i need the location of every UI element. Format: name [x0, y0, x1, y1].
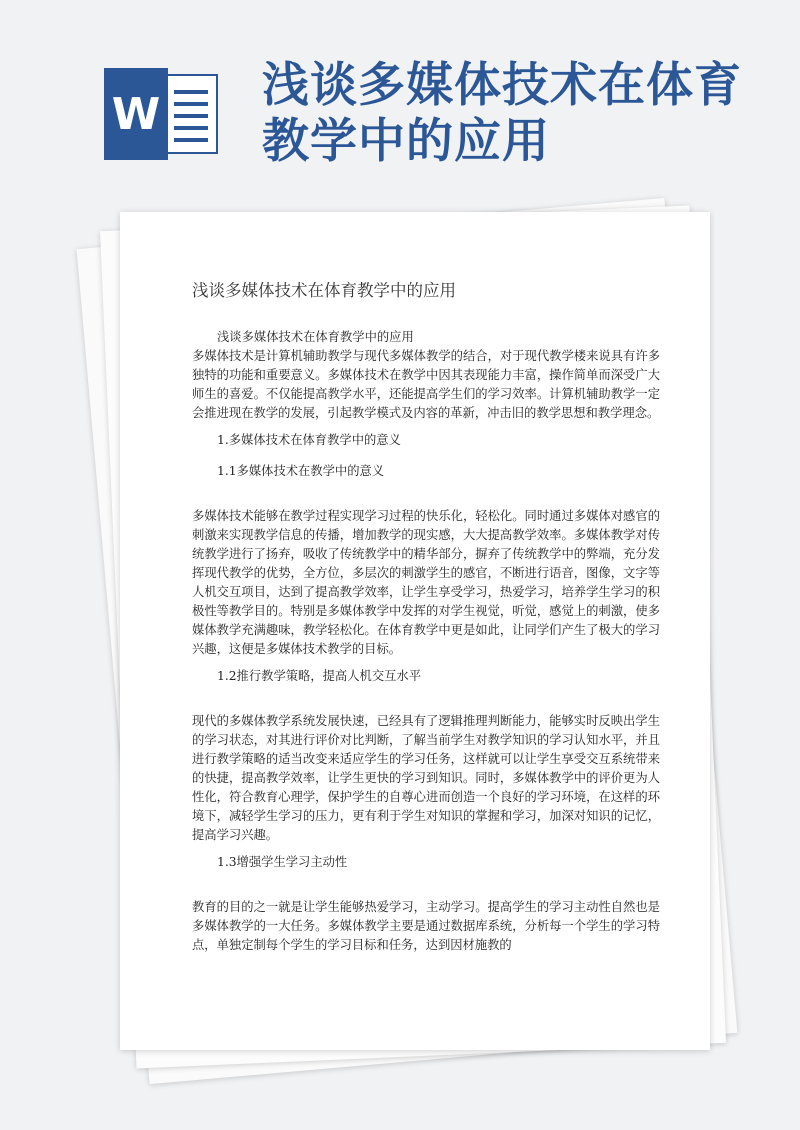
document-page — [120, 212, 710, 1050]
section-paragraph-1-2: 现代的多媒体教学系统发展快速，已经具有了逻辑推理判断能力，能够实时反映出学生的学习状态，对其进行评价对比判断，了解当前学生对教学知识的学习认知水平，并且进行教学策略的适当改变来适应学生的学习任务，这样就可以让学生享受交互系统带来的快捷，提高教学效率，让学生更快的学习到知识。同时，多媒体教学中的评价更为人性化，符合教育心理学，保护学生的自尊心进而创造一个良好的学习环境，在这样的环境下，减轻学生学习的压力，更有利于学生对知识的掌握和学习，加深对知识的记忆，提高学习兴趣。 — [192, 714, 660, 842]
page-title: 浅谈多媒体技术在体育教学中的应用 — [262, 58, 742, 169]
section-heading-1-1: 1.1多媒体技术在教学中的意义 — [217, 464, 385, 478]
word-badge: W — [104, 68, 168, 160]
document-subtitle: 浅谈多媒体技术在体育教学中的应用 — [217, 330, 414, 344]
document-body — [192, 278, 660, 955]
document-title: 浅谈多媒体技术在体育教学中的应用 — [192, 281, 456, 300]
section-paragraph-1-3: 教育的目的之一就是让学生能够热爱学习，主动学习。提高学生的学习主动性自然也是多媒体教学的一大任务。多媒体教学主要是通过数据库系统，分析每一个学生的学习特点，单独定制每个学生的学习目标和任务，达到因材施教的 — [192, 900, 660, 952]
section-paragraph-1-1: 多媒体技术能够在教学过程实现学习过程的快乐化，轻松化。同时通过多媒体对感官的刺激来实现教学信息的传播，增加教学的现实感，大大提高教学效率。多媒体教学对传统教学进行了扬弃，吸收了传统教学中的精华部分，摒弃了传统教学中的弊端，充分发挥现代教学的优势，全方位，多层次的刺激学生的感官，不断进行语音，图像，文字等人机交互项目，达到了提高教学效率，让学生享受学习，热爱学习，培养学生学习的积极性等教学目的。特别是多媒体教学中发挥的对学生视觉，听觉，感觉上的刺激，使多媒体教学充满趣味，教学轻松化。在体育教学中更是如此，让同学们产生了极大的学习兴趣，这便是多媒体技术教学的目标。 — [192, 509, 660, 656]
section-heading-1: 1.多媒体技术在体育教学中的意义 — [217, 433, 401, 447]
section-heading-1-2: 1.2推行教学策略，提高人机交互水平 — [217, 669, 422, 683]
intro-paragraph: 多媒体技术是计算机辅助教学与现代多媒体教学的结合，对于现代教学楼来说具有许多独特的功能和重要意义。多媒体技术在教学中因其表现能力丰富，操作简单而深受广大师生的喜爱。不仅能提高教学水平，还能提高学生们的学习效率。计算机辅助教学一定会推进现在教学的发展，引起教学模式及内容的革新，冲击旧的教学思想和教学理念。 — [192, 349, 660, 420]
section-heading-1-3: 1.3增强学生学习主动性 — [217, 855, 348, 869]
word-icon — [104, 68, 222, 160]
